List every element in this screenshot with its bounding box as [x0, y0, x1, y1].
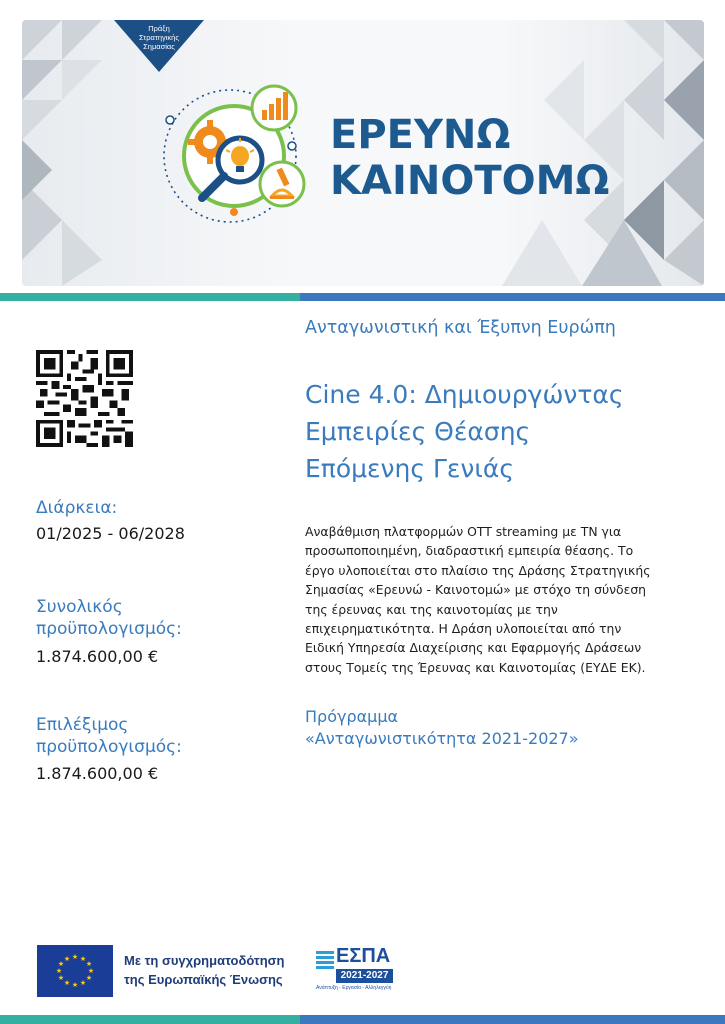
svg-text:★: ★ — [87, 967, 95, 975]
total-budget-label-line: Συνολικός — [36, 597, 123, 617]
divider-stripe-bottom — [0, 1015, 725, 1024]
description-line: Αναβάθμιση πλατφορμών OTT streaming με ΤΝ για — [305, 524, 622, 539]
total-budget-value: 1.874.600,00 € — [36, 647, 159, 666]
brand-line-2: ΚΑΙΝΟΤΟΜΩ — [330, 158, 610, 204]
svg-text:★: ★ — [71, 953, 79, 961]
badge-line: Πράξη — [148, 24, 170, 33]
svg-text:★: ★ — [79, 979, 87, 987]
eligible-budget-label-line: προϋπολογισμός: — [36, 737, 182, 757]
programme-line: «Ανταγωνιστικότητα 2021-2027» — [305, 729, 579, 748]
microscope-icon — [260, 162, 304, 206]
badge-text — [124, 24, 194, 51]
project-title-line: Cine 4.0: Δημιουργώντας — [305, 380, 624, 409]
svg-text:★: ★ — [71, 981, 79, 989]
eu-cofunding-text — [124, 951, 285, 989]
project-title — [305, 376, 705, 487]
description-line: επιχειρηματικότητα. Η Δράση υλοποιείται από την — [305, 621, 622, 637]
eligible-budget-label-line: Επιλέξιμος — [36, 715, 129, 735]
badge-line: Σημασίας — [143, 42, 175, 51]
badge-line: Στρατηγικής — [139, 33, 179, 42]
divider-stripe-top — [0, 293, 725, 301]
description-line: Ειδική Υπηρεσία Διαχείρισης και Εφαρμογής Δράσεων — [305, 640, 642, 656]
project-title-line: Εμπειρίες Θέασης — [305, 417, 531, 446]
svg-text:★: ★ — [85, 974, 93, 982]
programme-line: Πρόγραμμα — [305, 707, 399, 726]
svg-text:★: ★ — [63, 955, 71, 963]
description-line: της έρευνας και της καινοτομίας με την — [305, 601, 558, 617]
programme-subtitle: Ανταγωνιστική και Έξυπνη Ευρώπη — [305, 318, 616, 338]
programme-name — [305, 706, 579, 750]
project-description — [305, 522, 690, 677]
description-line: στους Τομείς της Έρευνας και Καινοτομίας (ΕΥΔΕ ΕΚ). — [305, 659, 646, 675]
svg-text:★: ★ — [85, 960, 93, 968]
eu-flag-icon — [37, 945, 113, 997]
svg-text:★: ★ — [63, 979, 71, 987]
total-budget-label-line: προϋπολογισμός: — [36, 619, 182, 639]
brand-line-1: ΕΡΕΥΝΩ — [330, 112, 511, 158]
eligible-budget-value: 1.874.600,00 € — [36, 764, 159, 783]
duration-label: Διάρκεια: — [36, 498, 118, 518]
espa-name: ΕΣΠΑ — [336, 945, 391, 967]
qr-code-icon — [36, 350, 133, 447]
svg-text:★: ★ — [57, 960, 65, 968]
total-budget-label — [36, 596, 256, 640]
header-banner — [22, 20, 704, 286]
bar-chart-icon — [252, 86, 296, 130]
research-innovation-logo — [152, 80, 322, 230]
eligible-budget-label — [36, 714, 256, 758]
duration-value: 01/2025 - 06/2028 — [36, 524, 185, 543]
description-line: Σημασίας «Ερευνώ - Καινοτομώ» με στόχο τη σύνδεση — [305, 582, 647, 598]
description-line: προσωποποιημένη, διαδραστική εμπειρία θέασης. Το — [305, 543, 634, 559]
cofund-line: Με τη συγχρηματοδότηση — [124, 953, 285, 968]
espa-motto: Ανάπτυξη - Εργασία - Αλληλεγγύη — [316, 985, 392, 991]
project-title-line: Επόμενης Γενιάς — [305, 454, 515, 483]
svg-text:★: ★ — [55, 967, 63, 975]
description-line: έργο υλοποιείται στο πλαίσιο της Δράσης Στρατηγικής — [305, 562, 651, 578]
espa-years: 2021-2027 — [336, 969, 393, 983]
cofund-line: της Ευρωπαϊκής Ένωσης — [124, 972, 283, 987]
brand-wordmark — [330, 112, 609, 204]
svg-text:★: ★ — [79, 955, 87, 963]
svg-text:★: ★ — [57, 974, 65, 982]
